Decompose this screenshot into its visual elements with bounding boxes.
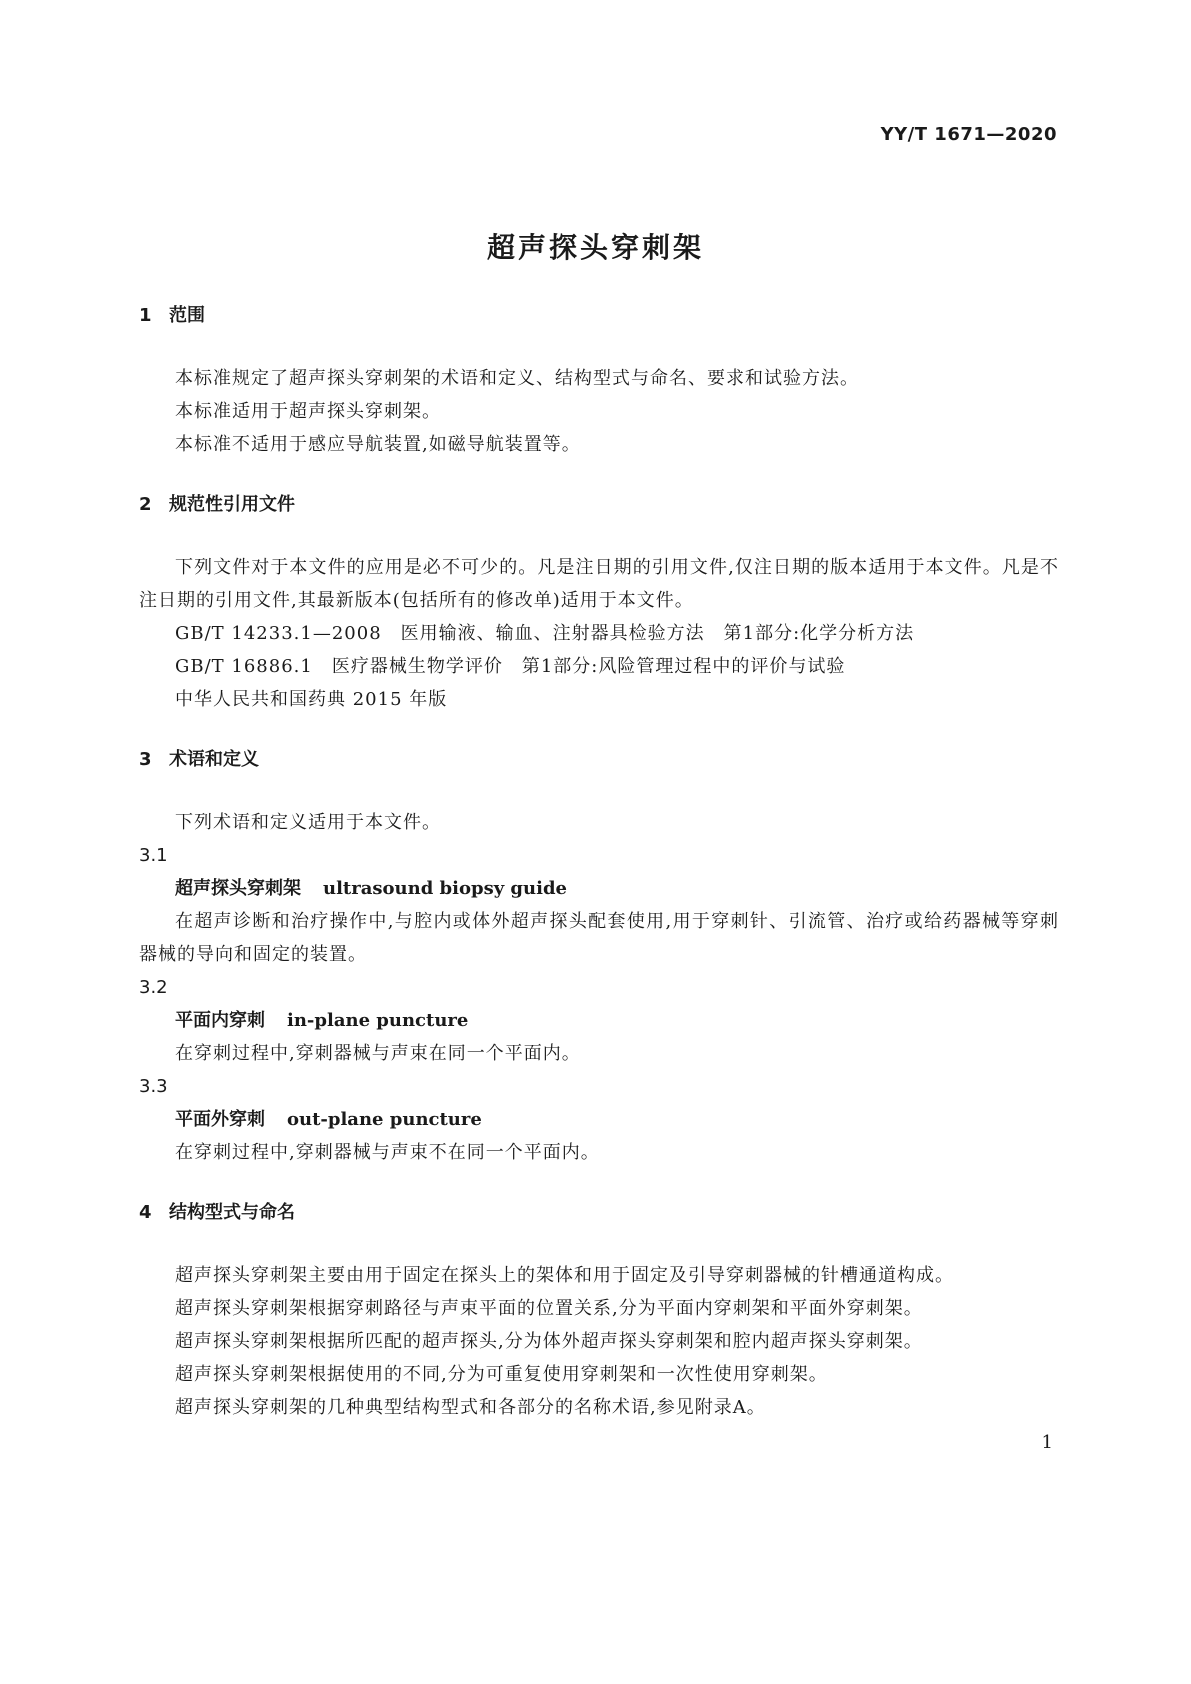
reference-item: GB/T 14233.1—2008 医用输液、输血、注射器具检验方法 第1部分:化学分析方法 xyxy=(175,623,915,644)
reference-item: 中华人民共和国药典 2015 年版 xyxy=(175,689,448,710)
section-number: 1 xyxy=(139,305,152,326)
term-number: 3.1 xyxy=(139,845,168,866)
section-title: 结构型式与命名 xyxy=(169,1202,295,1223)
term-definition: 在穿刺过程中,穿刺器械与声束在同一个平面内。 xyxy=(175,1043,581,1064)
section-3-heading xyxy=(139,744,1059,776)
term-name-zh: 平面外穿刺 xyxy=(175,1109,265,1130)
standard-code: YY/T 1671—2020 xyxy=(880,124,1057,145)
reference-item: GB/T 16886.1 医疗器械生物学评价 第1部分:风险管理过程中的评价与试验 xyxy=(175,656,846,677)
paragraph: 本标准规定了超声探头穿刺架的术语和定义、结构型式与命名、要求和试验方法。 xyxy=(175,368,859,389)
section-2-heading xyxy=(139,489,1059,521)
section-title: 规范性引用文件 xyxy=(169,494,295,515)
paragraph: 本标准不适用于感应导航装置,如磁导航装置等。 xyxy=(175,434,581,455)
term-name-en: ultrasound biopsy guide xyxy=(323,878,567,899)
term-definition: 在穿刺过程中,穿刺器械与声束不在同一个平面内。 xyxy=(175,1142,600,1163)
paragraph: 下列文件对于本文件的应用是必不可少的。凡是注日期的引用文件,仅注日期的版本适用于本文件。凡是不注日期的引用文件,其最新版本(包括所有的修改单)适用于本文件。 xyxy=(139,557,1059,611)
section-1-heading xyxy=(139,300,1059,332)
term-name xyxy=(139,1103,1059,1136)
term-name-en: in-plane puncture xyxy=(287,1010,469,1031)
paragraph: 超声探头穿刺架根据所匹配的超声探头,分为体外超声探头穿刺架和腔内超声探头穿刺架。 xyxy=(175,1331,923,1352)
term-name-zh: 平面内穿刺 xyxy=(175,1010,265,1031)
section-4-heading xyxy=(139,1197,1059,1229)
document-title: 超声探头穿刺架 xyxy=(486,231,704,264)
section-number: 2 xyxy=(139,494,152,515)
term-name-zh: 超声探头穿刺架 xyxy=(175,878,301,899)
paragraph: 超声探头穿刺架主要由用于固定在探头上的架体和用于固定及引导穿刺器械的针槽通道构成。 xyxy=(175,1265,954,1286)
section-title: 术语和定义 xyxy=(169,749,259,770)
section-number: 3 xyxy=(139,749,152,770)
term-number: 3.2 xyxy=(139,977,168,998)
paragraph: 下列术语和定义适用于本文件。 xyxy=(175,812,441,833)
page-number: 1 xyxy=(1041,1432,1053,1453)
paragraph: 本标准适用于超声探头穿刺架。 xyxy=(175,401,441,422)
term-name xyxy=(139,872,1059,905)
section-number: 4 xyxy=(139,1202,152,1223)
paragraph: 超声探头穿刺架的几种典型结构型式和各部分的名称术语,参见附录A。 xyxy=(175,1397,766,1418)
term-number: 3.3 xyxy=(139,1076,168,1097)
term-name xyxy=(139,1004,1059,1037)
section-title: 范围 xyxy=(169,305,205,326)
paragraph: 超声探头穿刺架根据穿刺路径与声束平面的位置关系,分为平面内穿刺架和平面外穿刺架。 xyxy=(175,1298,923,1319)
term-definition: 在超声诊断和治疗操作中,与腔内或体外超声探头配套使用,用于穿刺针、引流管、治疗或给药器械等穿刺器械的导向和固定的装置。 xyxy=(139,911,1059,965)
paragraph: 超声探头穿刺架根据使用的不同,分为可重复使用穿刺架和一次性使用穿刺架。 xyxy=(175,1364,828,1385)
document-body xyxy=(139,300,1059,1424)
term-name-en: out-plane puncture xyxy=(287,1109,482,1130)
